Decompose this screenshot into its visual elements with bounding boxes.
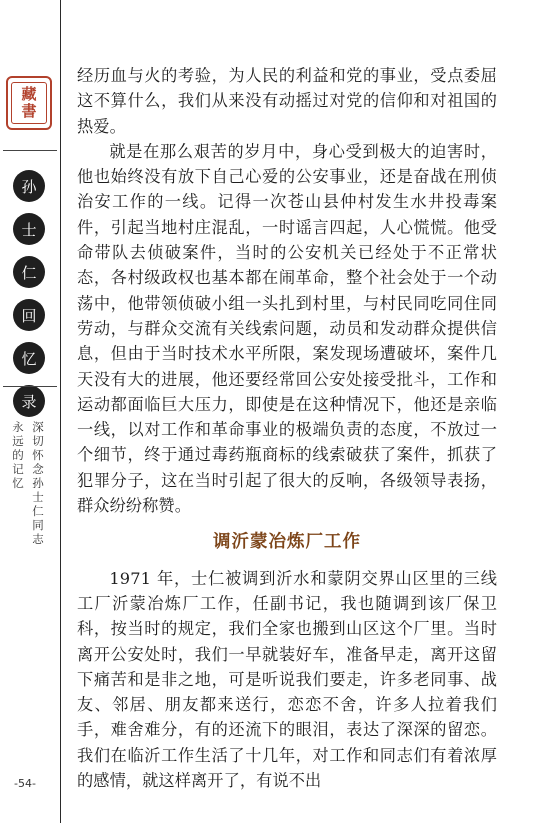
vertical-section-subtitle: 深切怀念孙士仁同志 <box>32 420 44 546</box>
sidebar <box>0 0 62 823</box>
seal-inner <box>11 82 47 124</box>
title-char-circle: 士 <box>13 213 45 245</box>
section-heading: 调沂蒙冶炼厂工作 <box>213 532 361 553</box>
sidebar-divider <box>3 386 57 387</box>
title-char-circle: 仁 <box>13 256 45 288</box>
seal-stamp-icon <box>6 76 52 130</box>
paragraph: 1971 年，士仁被调到沂水和蒙阴交界山区里的三线工厂沂蒙冶炼厂工作，任副书记，我也随调到该厂保卫科，按当时的规定，我们全家也搬到山区这个厂里。当时离开公安处时，我们一早就装好车，准备早走，离开这留下痛苦和是非之地，可是听说我们要走，许多老同事、战友、邻居、朋友都来送行，恋恋不舍，许多人拉着我们手，难舍难分，有的还流下的眼泪，表达了深深的留恋。我们在临沂工作生活了十几年，对工作和同志们有着浓厚的感情，就这样离开了，有说不出 <box>77 568 497 791</box>
sidebar-divider <box>3 150 57 151</box>
margin-rule <box>60 0 61 823</box>
paragraph: 就是在那么艰苦的岁月中，身心受到极大的迫害时，他也始终没有放下自己心爱的公安事业，还是奋战在刑侦治安工作的一线。记得一次苍山县仲村发生水井投毒案件，引起当地村庄混乱，一时谣言四起，人心慌慌。他受命带队去侦破案件，当时的公安机关已经处于不正常状态，各村级政权也基本都在闹革命，整个社会处于一个动荡中，他带领侦破小组一头扎到村里，与村民同吃同住同劳动，与群众交流有关线索问题，动员和发动群众提供信息，但由于当时技术水平所限，案发现场遭破坏，案件几天没有大的进展，他还要经常回公安处接受批斗，工作和运动都面临巨大压力，即使是在这种情况下，他还是亲临一线，以对工作和革命事业的极端负责的态度，不放过一个细节，终于通过毒药瓶商标的线索破获了案件，抓获了犯罪分子，这在当时引起了很大的反响，各级领导表扬，群众纷纷称赞。 <box>77 141 497 516</box>
page-number: -54- <box>14 777 36 790</box>
vertical-section-title: 永远的记忆 <box>12 420 24 490</box>
seal-char: 藏 <box>21 85 37 103</box>
title-char-circle: 孙 <box>13 170 45 202</box>
page-body <box>77 63 497 793</box>
title-char-circle: 回 <box>13 299 45 331</box>
book-title-circles <box>13 170 47 428</box>
seal-char: 書 <box>21 102 37 120</box>
title-char-circle: 忆 <box>13 342 45 374</box>
title-char-circle: 录 <box>13 385 45 417</box>
paragraph: 经历血与火的考验，为人民的利益和党的事业，受点委屈这不算什么，我们从来没有动摇过对党的信仰和对祖国的热爱。 <box>77 66 497 136</box>
